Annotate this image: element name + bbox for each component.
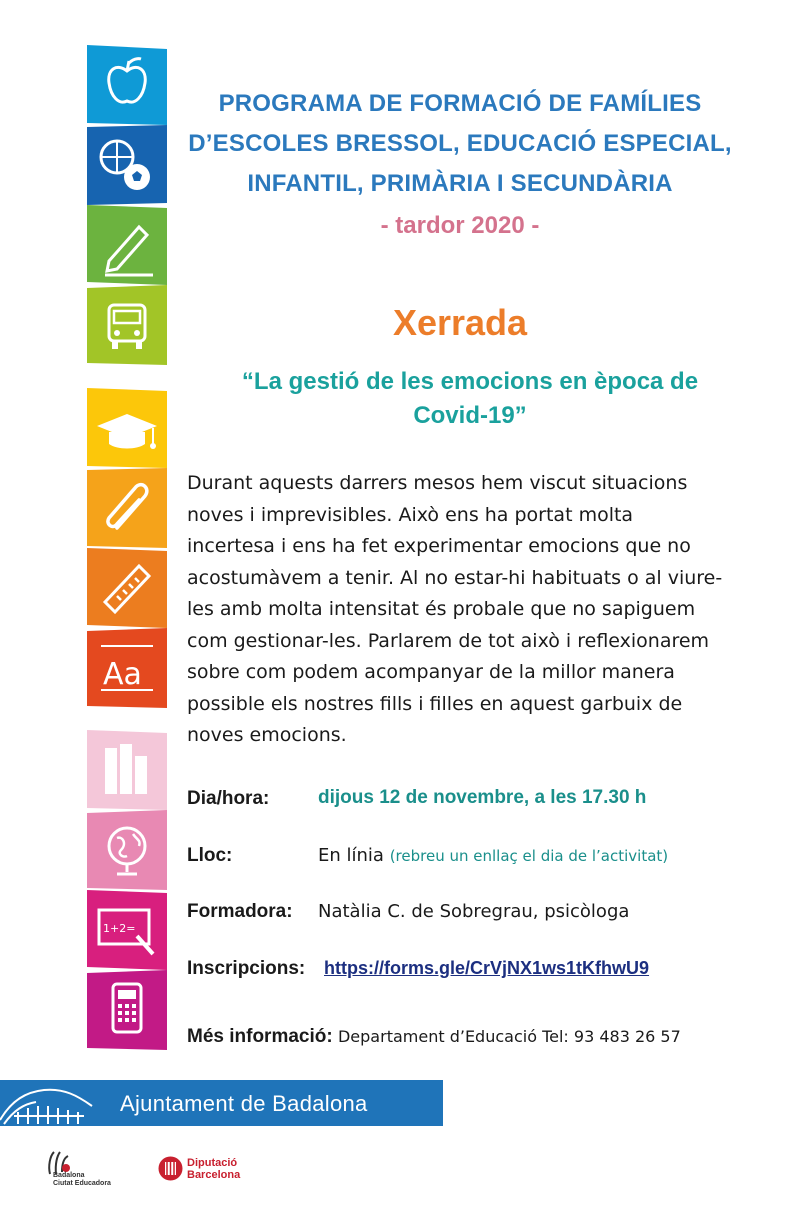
calculator-icon bbox=[87, 970, 167, 1050]
svg-text:1+2=: 1+2= bbox=[103, 922, 136, 935]
program-title-line-2: D’ESCOLES BRESSOL, EDUCACIÓ ESPECIAL, bbox=[188, 130, 732, 157]
ciutat-line-1: Badalona bbox=[53, 1172, 85, 1179]
place-row bbox=[318, 845, 668, 866]
trainer-label: Formadora: bbox=[187, 901, 293, 922]
letters-tile bbox=[87, 628, 167, 708]
description-line: incertesa i ens ha fet experimentar emocions que no bbox=[187, 535, 691, 557]
globe-icon bbox=[87, 810, 167, 890]
blackboard-tile bbox=[87, 890, 167, 970]
description-line: acostumàvem a tenir. Al no estar-hi habituats o al viure- bbox=[187, 566, 723, 589]
books-icon bbox=[87, 730, 167, 810]
letters-icon bbox=[87, 628, 167, 708]
balls-icon bbox=[87, 125, 167, 205]
place-label: Lloc: bbox=[187, 845, 233, 866]
ciutat-line-2: Ciutat Educadora bbox=[53, 1180, 111, 1187]
apple-icon bbox=[87, 45, 167, 125]
calculator-tile bbox=[87, 970, 167, 1050]
diputacio-logo-icon bbox=[158, 1156, 183, 1181]
books-tile bbox=[87, 730, 167, 810]
paperclip-icon bbox=[87, 468, 167, 548]
svg-text:Aa: Aa bbox=[103, 657, 142, 692]
date-value: dijous 12 de novembre, a les 17.30 h bbox=[318, 787, 647, 808]
description-line: possible els nostres fills i filles en aquest garbuix de bbox=[187, 692, 683, 715]
program-title-line-1: PROGRAMA DE FORMACIÓ DE FAMÍLIES bbox=[218, 90, 702, 117]
registration-link[interactable]: https://forms.gle/CrVjNX1ws1tKfhwU9 bbox=[324, 958, 650, 978]
pencil-icon bbox=[87, 205, 167, 285]
paperclip-tile bbox=[87, 468, 167, 548]
ruler-icon bbox=[87, 548, 167, 628]
description-line: Durant aquests darrers mesos hem viscut situacions bbox=[187, 472, 688, 494]
balls-tile bbox=[87, 125, 167, 205]
apple-tile bbox=[87, 45, 167, 125]
registration-label: Inscripcions: bbox=[187, 958, 306, 979]
description-line: sobre com podem acompanyar de la millor manera bbox=[187, 661, 675, 683]
talk-title-line-2: Covid-19” bbox=[413, 402, 527, 429]
info-label: Més informació: bbox=[187, 1026, 333, 1047]
ruler-tile bbox=[87, 548, 167, 628]
program-title-line-3: INFANTIL, PRIMÀRIA I SECUNDÀRIA bbox=[247, 170, 673, 197]
diputacio-line-1: Diputació bbox=[187, 1157, 238, 1169]
bus-icon bbox=[87, 285, 167, 365]
graduation-tile bbox=[87, 388, 167, 468]
ciutat-educadora-text bbox=[53, 1172, 111, 1188]
date-label: Dia/hora: bbox=[187, 788, 270, 809]
blackboard-icon bbox=[87, 890, 167, 970]
info-value: Departament d’Educació Tel: 93 483 26 57 bbox=[337, 1027, 681, 1046]
bus-tile bbox=[87, 285, 167, 365]
place-note: (rebreu un enllaç el dia de l’activitat) bbox=[389, 847, 669, 865]
description-line: noves emocions. bbox=[187, 724, 347, 746]
city-name: Ajuntament de Badalona bbox=[120, 1091, 368, 1116]
info-row bbox=[187, 1026, 681, 1048]
season-label: - tardor 2020 - bbox=[380, 212, 540, 239]
event-type: Xerrada bbox=[392, 302, 528, 343]
graduation-cap-icon bbox=[87, 388, 167, 468]
pencil-tile bbox=[87, 205, 167, 285]
place-value: En línia bbox=[318, 845, 384, 866]
globe-tile bbox=[87, 810, 167, 890]
description bbox=[187, 468, 762, 752]
diputacio-text bbox=[187, 1157, 240, 1181]
description-line: les amb molta intensitat és probale que no sapiguem bbox=[187, 598, 696, 620]
description-line: com gestionar-les. Parlarem de tot això i reflexionarem bbox=[187, 629, 710, 652]
diputacio-line-2: Barcelona bbox=[187, 1169, 241, 1181]
trainer-value: Natàlia C. de Sobregrau, psicòloga bbox=[318, 901, 630, 922]
description-line: noves i imprevisibles. Això ens ha portat molta bbox=[187, 503, 634, 526]
talk-title-line-1: “La gestió de les emocions en època de bbox=[241, 368, 699, 395]
